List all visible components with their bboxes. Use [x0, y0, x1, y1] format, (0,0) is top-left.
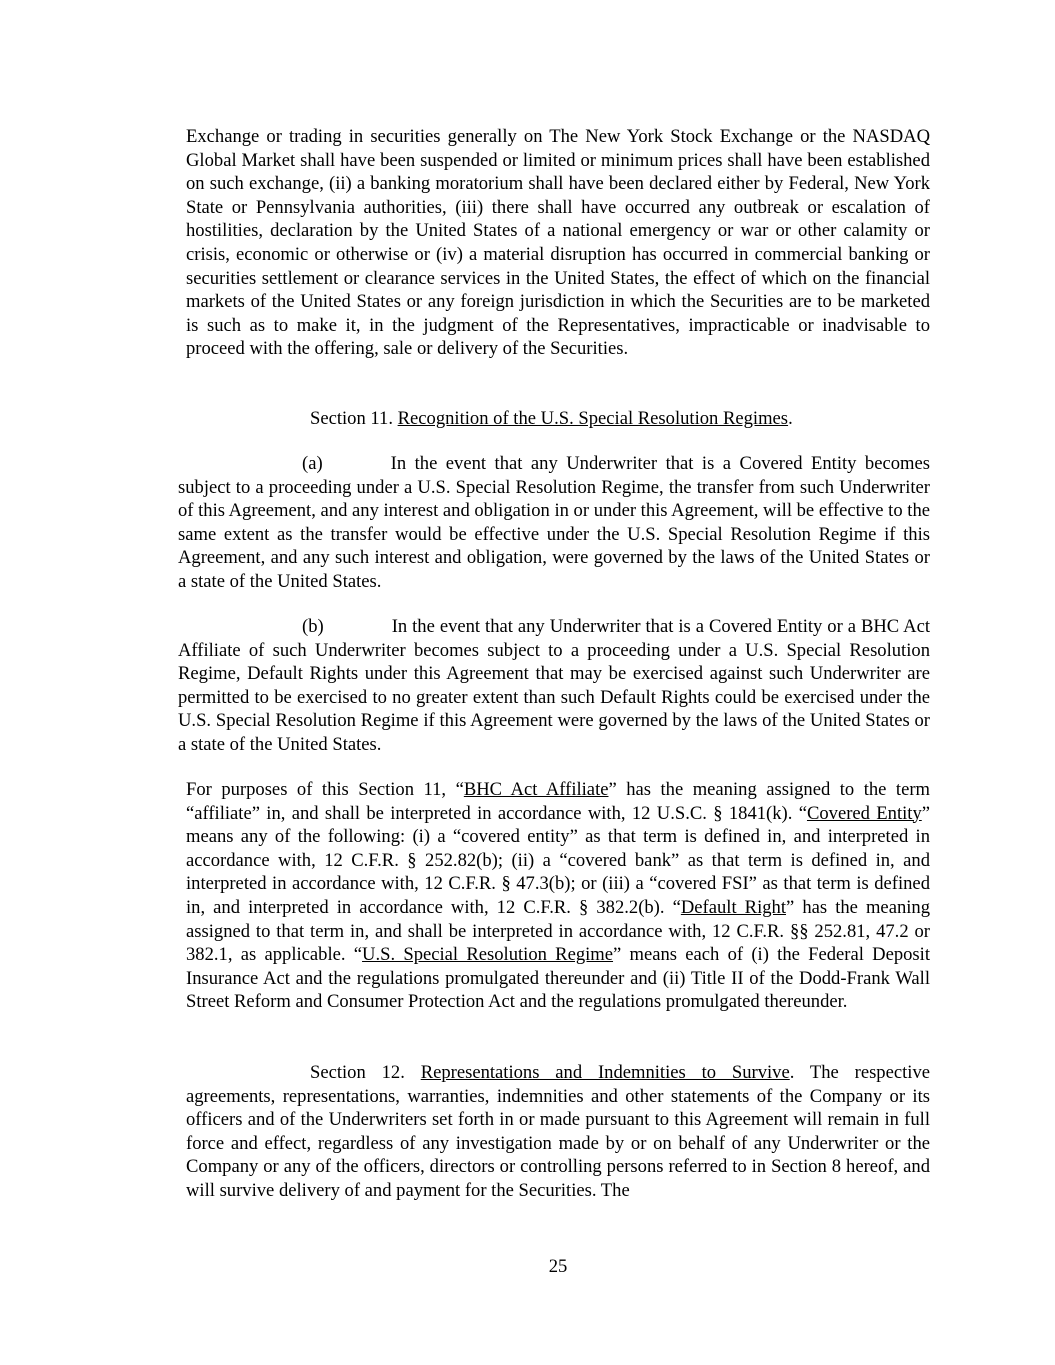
section-12-text: . The respective agreements, representations, warranties, indemnities and other statements of the Company or its officers and of the Underwriters set forth in or made pursuant to this Agreement will remain in full force and effect, regardless of any investigation made by or on behalf of any Underwriter or the Company or any of the officers, directors or controlling persons referred to in Section 8 hereof, and will survive delivery of and payment for the Securities. The [186, 1062, 930, 1201]
def-term-covered-entity: Covered Entity [806, 802, 922, 824]
def-term-bhc-act-affiliate: BHC Act Affiliate [463, 779, 609, 800]
page-number: 25 [548, 1256, 568, 1277]
subsection-a [178, 452, 930, 594]
subsection-a-text: In the event that any Underwriter that is a Covered Entity becomes subject to a proceeding under a U.S. Special Resolution Regime, the transfer from such Underwriter of this Agreement, and any interest and obligation in or under this Agreement, will be effective to the same extent as the transfer would be effective under the U.S. Special Resolution Regime if this Agreement, and any such interest and obligation, were governed by the laws of the United States or a state of the United States. [178, 453, 930, 592]
section-11-title: Recognition of the U.S. Special Resolution Regimes [397, 408, 789, 429]
section-12-number: Section 12. [310, 1062, 421, 1083]
subsection-b [178, 615, 930, 757]
def-text-5: ” means each of (i) the Federal Deposit Insurance Act and the regulations promulgated thereunder and (ii) Title II of the Dodd-Frank Wall Street Reform and Consumer Protection Act and the regulations promulgated thereunder. [186, 944, 930, 1013]
subsection-a-label: (a) [302, 453, 323, 474]
section-12-title: Representations and Indemnities to Survive [420, 1062, 790, 1083]
section-12-paragraph [186, 1061, 930, 1203]
section-11-number: Section 11. [310, 408, 398, 429]
def-term-special-resolution-regime: U.S. Special Resolution Regime [362, 944, 614, 966]
def-term-default-right: Default Right [680, 896, 787, 918]
section-11-heading [310, 407, 793, 431]
def-text-1: For purposes of this Section 11, “ [186, 779, 464, 800]
def-text-2: ” has the meaning assigned to the term “affiliate” in, and shall be interpreted in accordance with, 12 U.S.C. § 1841(k). “ [186, 779, 930, 824]
def-text-3: ” means any of the following: (i) a “covered entity” as that term is defined in, and interpreted in accordance with, 12 C.F.R. § 252.82(b); (ii) a “covered bank” as that term is defined in, and interpreted in accordance with, 12 C.F.R. § 47.3(b); or (iii) a “covered FSI” as that term is defined in, and interpreted in accordance with, 12 C.F.R. § 382.2(b). “ [186, 802, 931, 918]
def-text-4: ” has the meaning assigned to that term in, and shall be interpreted in accordance with, 12 C.F.R. §§ 252.81, 47.2 or 382.1, as applicable. “ [186, 896, 930, 966]
subsection-b-label: (b) [302, 616, 324, 637]
subsection-b-text: In the event that any Underwriter that is a Covered Entity or a BHC Act Affiliate of such Underwriter becomes subject to a proceeding under a U.S. Special Resolution Regime, Default Rights under this Agreement that may be exercised against such Underwriter are permitted to be exercised to no greater extent than such Default Rights could be exercised under the U.S. Special Resolution Regime if this Agreement were governed by the laws of the United States or a state of the United States. [178, 616, 930, 755]
definitions-paragraph [186, 778, 930, 1014]
paragraph-continuation: Exchange or trading in securities generally on The New York Stock Exchange or the NASDAQ Global Market shall have been suspended or limited or minimum prices shall have been established on such exchange, (ii) a banking moratorium shall have been declared either by Federal, New York State or Pennsylvania authorities, (iii) there shall have occurred any outbreak or escalation of hostilities, declaration by the United States of a national emergency or war or other calamity or crisis, economic or otherwise or (iv) a material disruption has occurred in commercial banking or securities settlement or clearance services in the United States, the effect of which on the financial markets of the United States or any foreign jurisdiction in which the Securities are to be marketed is such as to make it, in the judgment of the Representatives, impracticable or inadvisable to proceed with the offering, sale or delivery of the Securities. [186, 126, 930, 360]
section-11-period: . [788, 408, 793, 429]
